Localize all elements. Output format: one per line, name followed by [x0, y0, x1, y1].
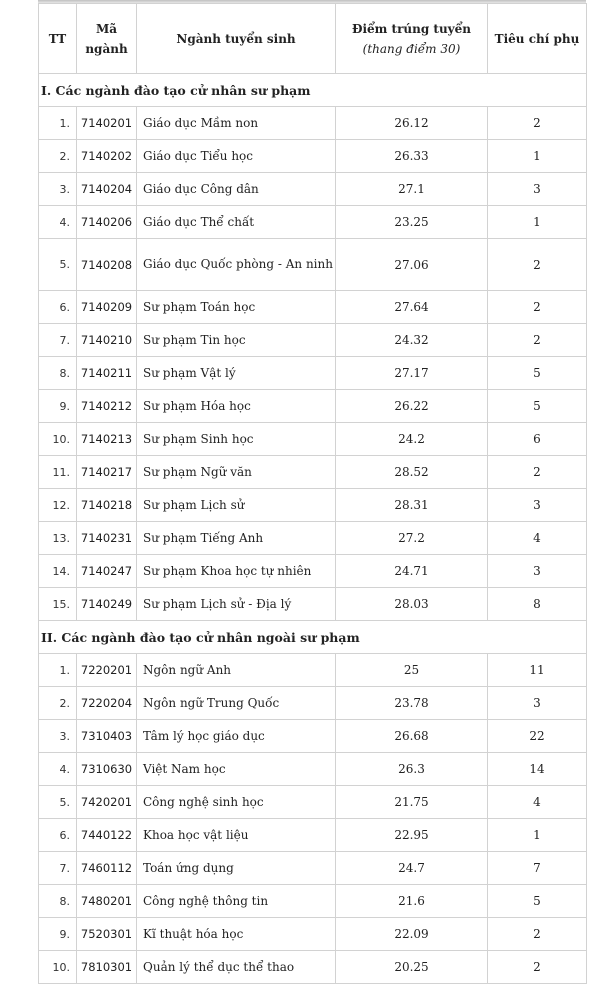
- row-number: 3.: [39, 173, 77, 206]
- table-row: [39, 489, 587, 522]
- cutoff-score: 26.33: [336, 140, 488, 173]
- major-code: 7140208: [77, 239, 137, 291]
- section-title: I. Các ngành đào tạo cử nhân sư phạm: [39, 74, 587, 107]
- secondary-criterion: 6: [488, 423, 587, 456]
- cutoff-score: 26.3: [336, 753, 488, 786]
- row-number: 15.: [39, 588, 77, 621]
- major-code: 7140217: [77, 456, 137, 489]
- row-number: 11.: [39, 456, 77, 489]
- secondary-criterion: 5: [488, 885, 587, 918]
- major-code: 7140247: [77, 555, 137, 588]
- table-row: [39, 555, 587, 588]
- table-row: [39, 173, 587, 206]
- cutoff-score: 20.25: [336, 951, 488, 984]
- row-number: 1.: [39, 654, 77, 687]
- section-row: [39, 621, 587, 654]
- row-number: 8.: [39, 885, 77, 918]
- major-code: 7440122: [77, 819, 137, 852]
- secondary-criterion: 4: [488, 786, 587, 819]
- header-nganh-tuyen-sinh: Ngành tuyển sinh: [137, 4, 336, 74]
- major-code: 7140204: [77, 173, 137, 206]
- major-code: 7310630: [77, 753, 137, 786]
- major-code: 7140209: [77, 291, 137, 324]
- cutoff-score: 25: [336, 654, 488, 687]
- table-row: [39, 522, 587, 555]
- row-number: 2.: [39, 687, 77, 720]
- header-tt: TT: [39, 4, 77, 74]
- secondary-criterion: 2: [488, 951, 587, 984]
- table-row: [39, 324, 587, 357]
- major-name: Sư phạm Lịch sử: [137, 489, 336, 522]
- section-row: [39, 74, 587, 107]
- major-code: 7140206: [77, 206, 137, 239]
- major-code: 7140213: [77, 423, 137, 456]
- table-row: [39, 852, 587, 885]
- major-code: 7460112: [77, 852, 137, 885]
- major-name: Khoa học vật liệu: [137, 819, 336, 852]
- header-ma-nganh-line1: Mã: [95, 21, 118, 36]
- secondary-criterion: 1: [488, 140, 587, 173]
- secondary-criterion: 3: [488, 555, 587, 588]
- secondary-criterion: 2: [488, 107, 587, 140]
- major-name: Công nghệ thông tin: [137, 885, 336, 918]
- major-name: Sư phạm Khoa học tự nhiên: [137, 555, 336, 588]
- row-number: 7.: [39, 852, 77, 885]
- row-number: 2.: [39, 140, 77, 173]
- major-name: Quản lý thể dục thể thao: [137, 951, 336, 984]
- table-row: [39, 720, 587, 753]
- major-name: Toán ứng dụng: [137, 852, 336, 885]
- header-diem-trung-tuyen: [336, 4, 488, 74]
- major-code: 7140202: [77, 140, 137, 173]
- major-name: Sư phạm Lịch sử - Địa lý: [137, 588, 336, 621]
- secondary-criterion: 2: [488, 291, 587, 324]
- secondary-criterion: 1: [488, 206, 587, 239]
- cutoff-score: 26.12: [336, 107, 488, 140]
- table-row: [39, 291, 587, 324]
- secondary-criterion: 5: [488, 390, 587, 423]
- table-header-row: [39, 4, 587, 74]
- cutoff-score: 26.22: [336, 390, 488, 423]
- secondary-criterion: 7: [488, 852, 587, 885]
- secondary-criterion: 11: [488, 654, 587, 687]
- admission-scores-table: [38, 3, 587, 984]
- major-code: 7140201: [77, 107, 137, 140]
- table-row: [39, 390, 587, 423]
- table-row: [39, 786, 587, 819]
- table-row: [39, 951, 587, 984]
- major-name: Ngôn ngữ Anh: [137, 654, 336, 687]
- table-row: [39, 140, 587, 173]
- row-number: 3.: [39, 720, 77, 753]
- cutoff-score: 27.64: [336, 291, 488, 324]
- secondary-criterion: 14: [488, 753, 587, 786]
- major-name: Kĩ thuật hóa học: [137, 918, 336, 951]
- table-row: [39, 819, 587, 852]
- cutoff-score: 24.32: [336, 324, 488, 357]
- major-name: Tâm lý học giáo dục: [137, 720, 336, 753]
- secondary-criterion: 3: [488, 687, 587, 720]
- major-name: Sư phạm Vật lý: [137, 357, 336, 390]
- secondary-criterion: 2: [488, 239, 587, 291]
- major-name: Sư phạm Hóa học: [137, 390, 336, 423]
- row-number: 4.: [39, 753, 77, 786]
- row-number: 14.: [39, 555, 77, 588]
- major-name: Ngôn ngữ Trung Quốc: [137, 687, 336, 720]
- row-number: 9.: [39, 918, 77, 951]
- major-name: Công nghệ sinh học: [137, 786, 336, 819]
- cutoff-score: 28.31: [336, 489, 488, 522]
- secondary-criterion: 2: [488, 918, 587, 951]
- secondary-criterion: 2: [488, 324, 587, 357]
- major-name: Giáo dục Mầm non: [137, 107, 336, 140]
- table-row: [39, 107, 587, 140]
- major-code: 7220204: [77, 687, 137, 720]
- cutoff-score: 27.17: [336, 357, 488, 390]
- row-number: 13.: [39, 522, 77, 555]
- major-code: 7140212: [77, 390, 137, 423]
- row-number: 9.: [39, 390, 77, 423]
- secondary-criterion: 2: [488, 456, 587, 489]
- header-tieu-chi-phu: Tiêu chí phụ: [488, 4, 587, 74]
- cutoff-score: 24.7: [336, 852, 488, 885]
- cutoff-score: 27.2: [336, 522, 488, 555]
- major-name: Giáo dục Tiểu học: [137, 140, 336, 173]
- row-number: 10.: [39, 423, 77, 456]
- major-name: Sư phạm Ngữ văn: [137, 456, 336, 489]
- cutoff-score: 26.68: [336, 720, 488, 753]
- major-name: Sư phạm Tin học: [137, 324, 336, 357]
- header-diem-line1: Điểm trúng tuyển: [351, 21, 472, 36]
- secondary-criterion: 1: [488, 819, 587, 852]
- major-name: Sư phạm Sinh học: [137, 423, 336, 456]
- cutoff-score: 23.25: [336, 206, 488, 239]
- cutoff-score: 28.52: [336, 456, 488, 489]
- header-ma-nganh-line2: ngành: [85, 41, 128, 56]
- cutoff-score: 27.1: [336, 173, 488, 206]
- admission-scores-document: [38, 0, 586, 1000]
- table-row: [39, 456, 587, 489]
- table-row: [39, 687, 587, 720]
- major-name: Giáo dục Quốc phòng - An ninh: [137, 239, 336, 291]
- table-row: [39, 423, 587, 456]
- table-body: [39, 74, 587, 984]
- row-number: 8.: [39, 357, 77, 390]
- cutoff-score: 24.71: [336, 555, 488, 588]
- row-number: 5.: [39, 786, 77, 819]
- major-code: 7480201: [77, 885, 137, 918]
- table-row: [39, 885, 587, 918]
- secondary-criterion: 3: [488, 489, 587, 522]
- table-row: [39, 753, 587, 786]
- header-diem-line2: (thang điểm 30): [362, 41, 461, 56]
- row-number: 1.: [39, 107, 77, 140]
- major-code: 7140231: [77, 522, 137, 555]
- major-code: 7140249: [77, 588, 137, 621]
- major-code: 7810301: [77, 951, 137, 984]
- major-name: Sư phạm Tiếng Anh: [137, 522, 336, 555]
- secondary-criterion: 4: [488, 522, 587, 555]
- secondary-criterion: 22: [488, 720, 587, 753]
- major-name: Giáo dục Thể chất: [137, 206, 336, 239]
- major-code: 7220201: [77, 654, 137, 687]
- table-row: [39, 239, 587, 291]
- header-ma-nganh: [77, 4, 137, 74]
- cutoff-score: 22.09: [336, 918, 488, 951]
- major-name: Sư phạm Toán học: [137, 291, 336, 324]
- major-name: Giáo dục Công dân: [137, 173, 336, 206]
- row-number: 6.: [39, 291, 77, 324]
- major-code: 7520301: [77, 918, 137, 951]
- secondary-criterion: 5: [488, 357, 587, 390]
- table-row: [39, 357, 587, 390]
- major-code: 7310403: [77, 720, 137, 753]
- cutoff-score: 23.78: [336, 687, 488, 720]
- major-code: 7420201: [77, 786, 137, 819]
- row-number: 6.: [39, 819, 77, 852]
- major-code: 7140211: [77, 357, 137, 390]
- cutoff-score: 24.2: [336, 423, 488, 456]
- secondary-criterion: 8: [488, 588, 587, 621]
- row-number: 12.: [39, 489, 77, 522]
- major-code: 7140210: [77, 324, 137, 357]
- table-row: [39, 654, 587, 687]
- section-title: II. Các ngành đào tạo cử nhân ngoài sư phạm: [39, 621, 587, 654]
- cutoff-score: 21.75: [336, 786, 488, 819]
- row-number: 10.: [39, 951, 77, 984]
- row-number: 4.: [39, 206, 77, 239]
- secondary-criterion: 3: [488, 173, 587, 206]
- major-code: 7140218: [77, 489, 137, 522]
- cutoff-score: 28.03: [336, 588, 488, 621]
- row-number: 7.: [39, 324, 77, 357]
- cutoff-score: 22.95: [336, 819, 488, 852]
- cutoff-score: 27.06: [336, 239, 488, 291]
- row-number: 5.: [39, 239, 77, 291]
- cutoff-score: 21.6: [336, 885, 488, 918]
- table-row: [39, 918, 587, 951]
- table-row: [39, 588, 587, 621]
- table-row: [39, 206, 587, 239]
- major-name: Việt Nam học: [137, 753, 336, 786]
